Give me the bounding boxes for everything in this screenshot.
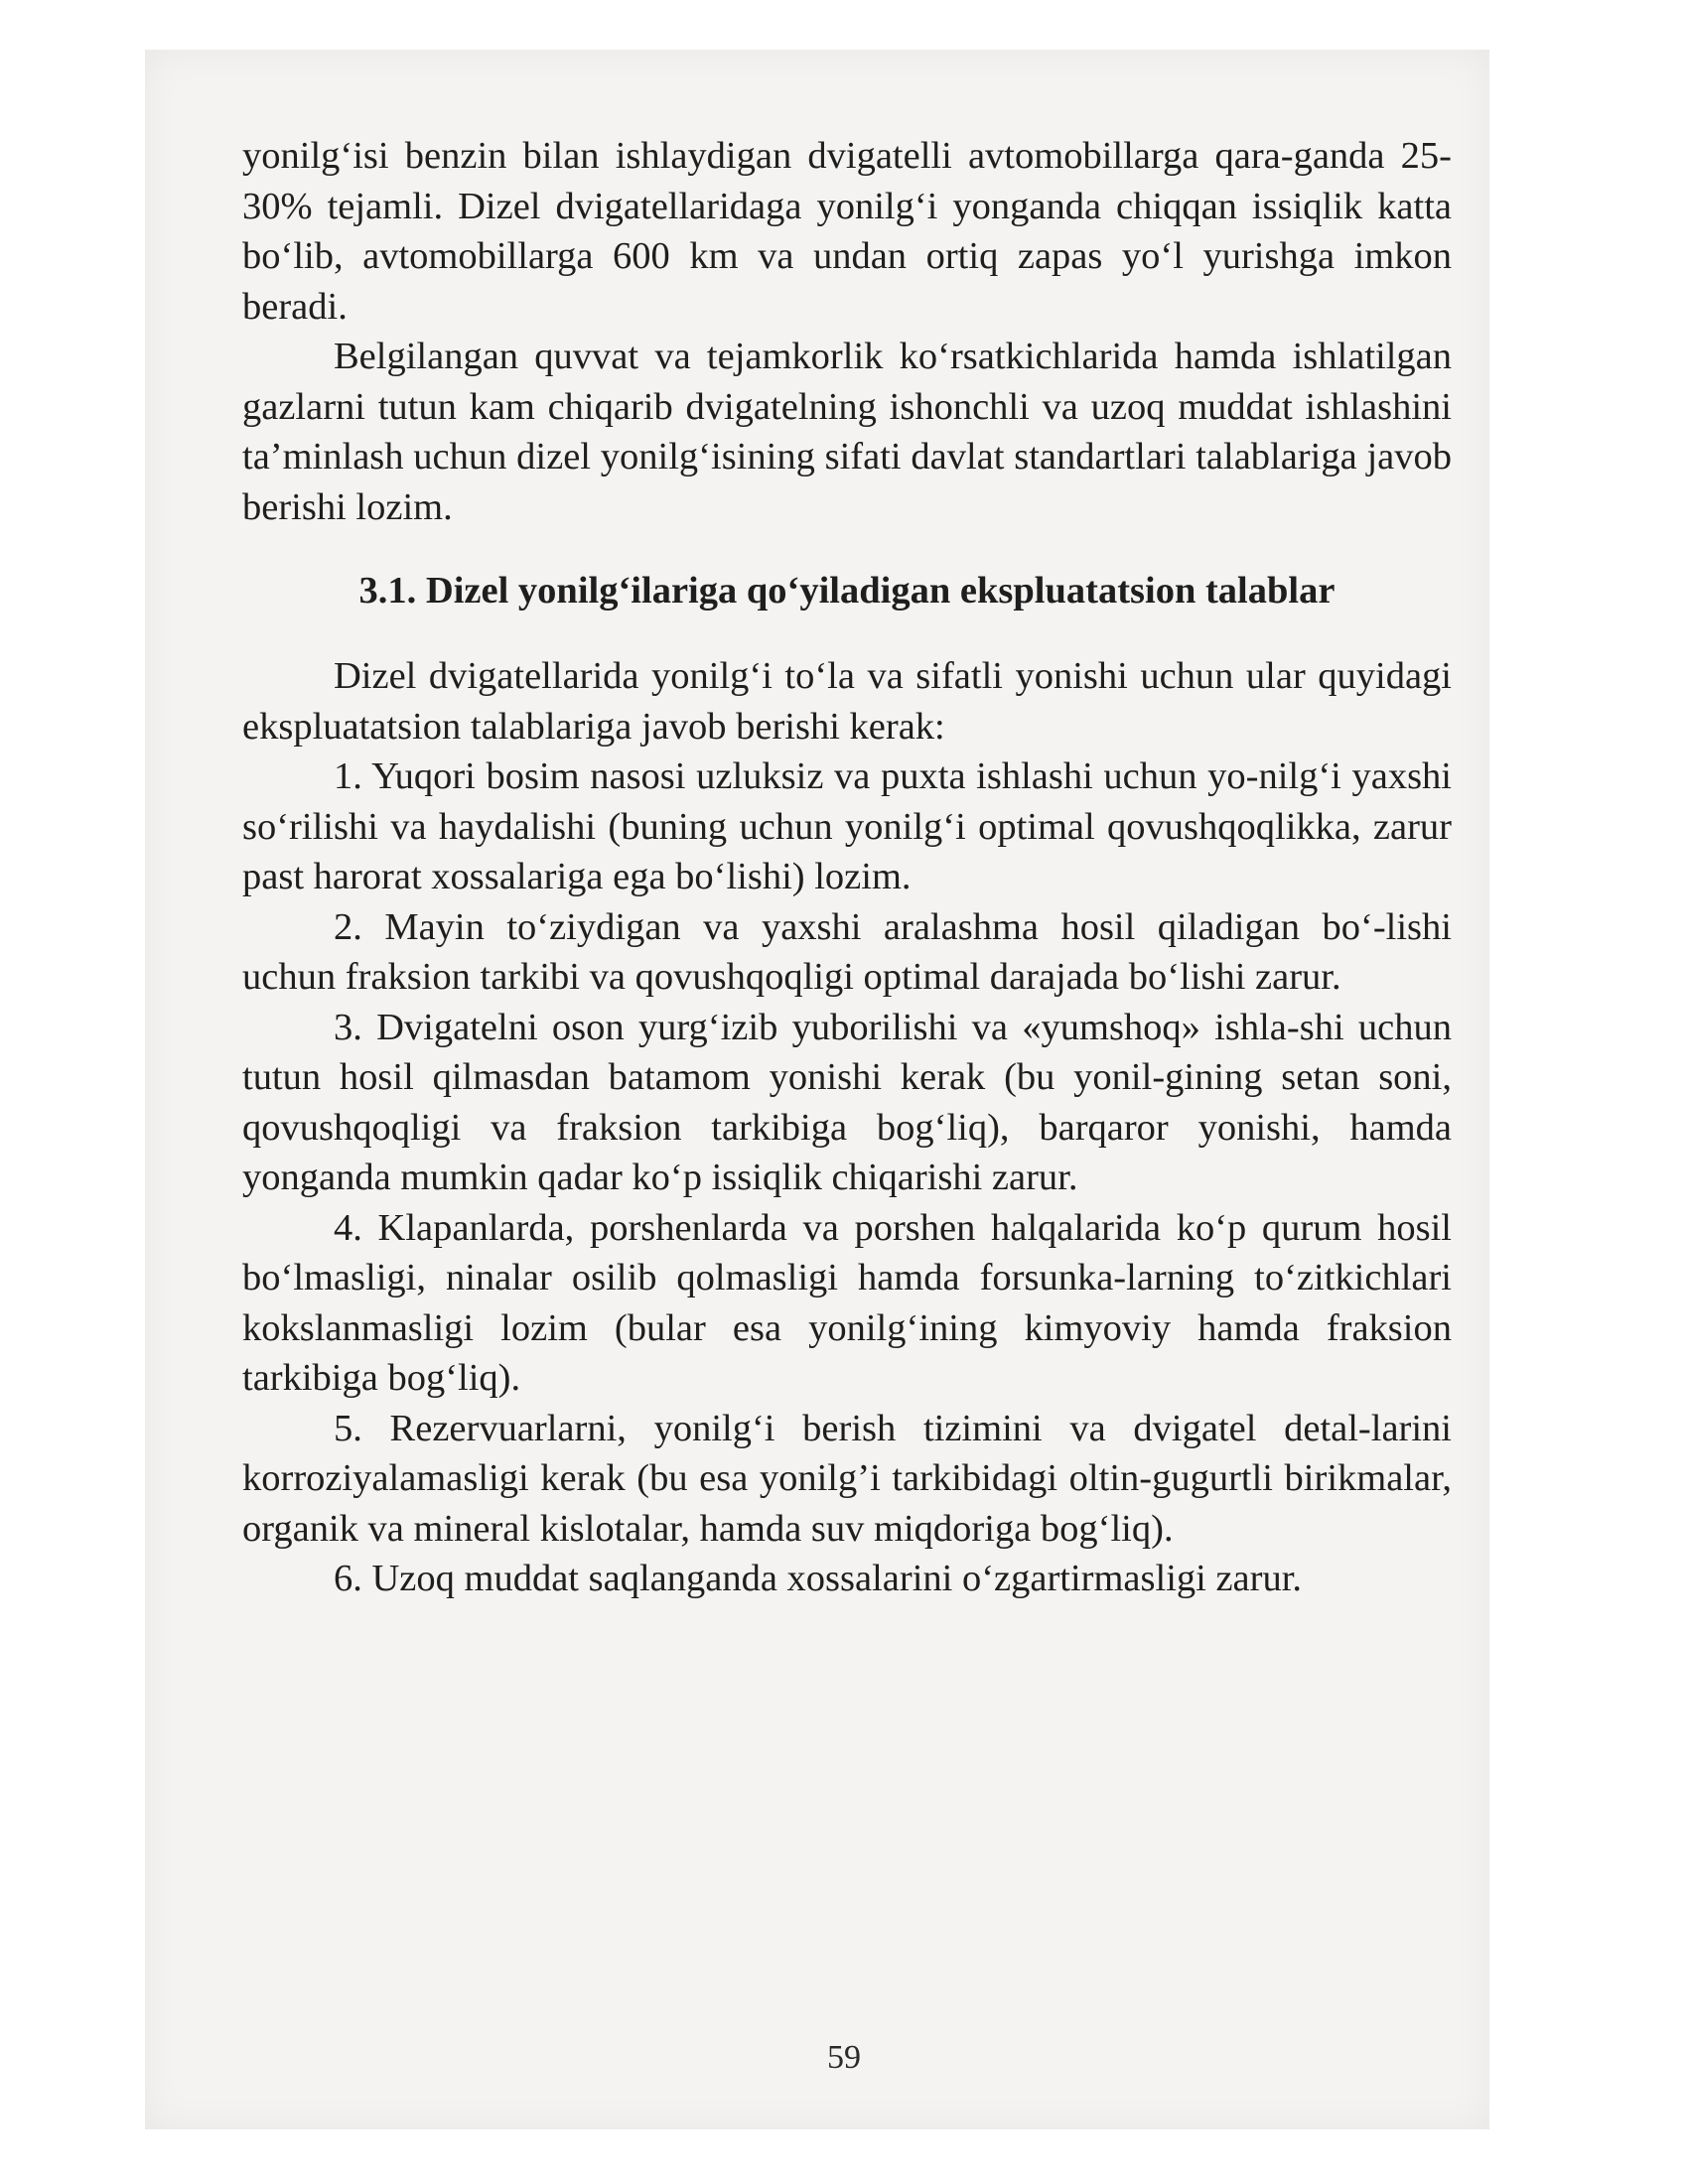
page-number: 59 xyxy=(827,2039,861,2076)
list-item: 1. Yuqori bosim nasosi uzluksiz va puxta ishlashi uchun yo-nilg‘i yaxshi so‘rilishi va haydalishi (buning uchun yonilg‘i optimal qovushqoqlikka, zarur past harorat xossalariga ega bo‘lishi) lozim. xyxy=(242,755,1452,897)
list-item: 3. Dvigatelni oson yurg‘izib yuborilishi va «yumshoq» ishla-shi uchun tutun hosil qilmasdan batamom yonishi kerak (bu yonil-gining setan soni, qovushqoqligi va fraksion tarkibiga bog‘liq), barqaror yonishi, hamda yonganda mumkin qadar ko‘p issiqlik chiqarishi zarur. xyxy=(242,1006,1452,1198)
list-item: 5. Rezervuarlarni, yonilg‘i berish tizimini va dvigatel detal-larini korroziyalamasligi kerak (bu esa yonilg’i tarkibidagi oltin-gugurtli birikmalar, organik va mineral kislotalar, hamda suv miqdoriga bog‘liq). xyxy=(242,1407,1452,1550)
section-heading: 3.1. Dizel yonilg‘ilariga qo‘yiladigan ekspluatatsion talablar xyxy=(358,570,1336,612)
page-body xyxy=(242,131,1452,1604)
list-item: 4. Klapanlarda, porshenlarda va porshen halqalarida ko‘p qurum hosil bo‘lmasligi, ninalar osilib qolmasligi hamda forsunka-larning to‘zitkichlari kokslanmasligi lozim (bular esa yonilg‘ining kimyoviy hamda fraksion tarkibiga bog‘liq). xyxy=(242,1206,1452,1399)
list-item: 2. Mayin to‘ziydigan va yaxshi aralashma hosil qiladigan bo‘-lishi uchun fraksion tarkibi va qovushqoqligi optimal darajada bo‘lishi zarur. xyxy=(242,905,1452,998)
list-item: 6. Uzoq muddat saqlanganda xossalarini o‘zgartirmasligi zarur. xyxy=(334,1558,1303,1599)
paragraph: yonilg‘isi benzin bilan ishlaydigan dvigatelli avtomobillarga qara-ganda 25-30% tejamli. Dizel dvigatellaridaga yonilg‘i yonganda chiqqan issiqlik katta bo‘lib, avtomobillarga 600 km va undan ortiq zapas yo‘l yurishga imkon beradi. xyxy=(242,135,1452,328)
paragraph: Dizel dvigatellarida yonilg‘i to‘la va sifatli yonishi uchun ular quyidagi ekspluatatsion talablariga javob berishi kerak: xyxy=(242,655,1452,748)
paragraph: Belgilangan quvvat va tejamkorlik ko‘rsatkichlarida hamda ishlatilgan gazlarni tutun kam chiqarib dvigatelning ishonchli va uzoq muddat ishlashini ta’minlash uchun dizel yonilg‘isining sifati davlat standartlari talablariga javob berishi lozim. xyxy=(242,336,1452,528)
